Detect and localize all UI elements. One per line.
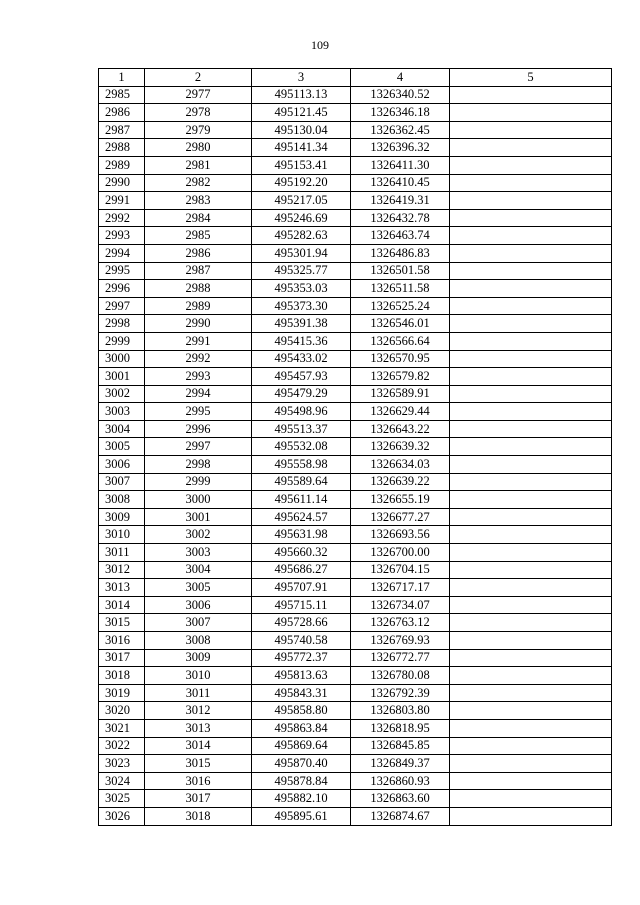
table-cell-col-5 xyxy=(450,456,612,474)
table-row xyxy=(99,104,612,122)
table-cell-col-5 xyxy=(450,561,612,579)
table-cell-col-4: 1326566.64 xyxy=(351,332,450,350)
table-cell-col-3: 495130.04 xyxy=(252,121,351,139)
table-cell-col-4: 1326860.93 xyxy=(351,772,450,790)
table-cell-col-2: 3001 xyxy=(145,508,252,526)
table-cell-col-3: 495141.34 xyxy=(252,139,351,157)
table-cell-col-4: 1326340.52 xyxy=(351,86,450,104)
table-cell-col-3: 495813.63 xyxy=(252,667,351,685)
table-cell-col-1: 3000 xyxy=(99,350,145,368)
table-cell-col-2: 2985 xyxy=(145,227,252,245)
table-cell-col-1: 3017 xyxy=(99,649,145,667)
table-cell-col-5 xyxy=(450,544,612,562)
table-cell-col-5 xyxy=(450,121,612,139)
table-cell-col-2: 3005 xyxy=(145,579,252,597)
table-cell-col-4: 1326845.85 xyxy=(351,737,450,755)
table-row xyxy=(99,227,612,245)
table-row xyxy=(99,473,612,491)
table-cell-col-1: 3013 xyxy=(99,579,145,597)
table-cell-col-2: 2998 xyxy=(145,456,252,474)
table-cell-col-5 xyxy=(450,807,612,825)
table-row xyxy=(99,755,612,773)
header-cell: 4 xyxy=(351,69,450,87)
table-cell-col-4: 1326643.22 xyxy=(351,420,450,438)
table-cell-col-5 xyxy=(450,596,612,614)
table-cell-col-4: 1326863.60 xyxy=(351,790,450,808)
table-cell-col-3: 495479.29 xyxy=(252,385,351,403)
table-cell-col-5 xyxy=(450,790,612,808)
table-cell-col-4: 1326546.01 xyxy=(351,315,450,333)
table-cell-col-2: 2994 xyxy=(145,385,252,403)
table-cell-col-4: 1326362.45 xyxy=(351,121,450,139)
table-cell-col-2: 2991 xyxy=(145,332,252,350)
table-row xyxy=(99,632,612,650)
table-cell-col-5 xyxy=(450,508,612,526)
table-row xyxy=(99,350,612,368)
table-cell-col-1: 2996 xyxy=(99,280,145,298)
table-cell-col-4: 1326734.07 xyxy=(351,596,450,614)
table-cell-col-4: 1326849.37 xyxy=(351,755,450,773)
table-cell-col-2: 3014 xyxy=(145,737,252,755)
table-row xyxy=(99,86,612,104)
table-cell-col-3: 495558.98 xyxy=(252,456,351,474)
table-cell-col-2: 2989 xyxy=(145,297,252,315)
table-cell-col-2: 2980 xyxy=(145,139,252,157)
table-cell-col-4: 1326763.12 xyxy=(351,614,450,632)
table-cell-col-1: 3021 xyxy=(99,719,145,737)
table-cell-col-3: 495282.63 xyxy=(252,227,351,245)
table-cell-col-3: 495325.77 xyxy=(252,262,351,280)
table-row xyxy=(99,192,612,210)
table-cell-col-1: 3020 xyxy=(99,702,145,720)
table-cell-col-4: 1326570.95 xyxy=(351,350,450,368)
table-cell-col-3: 495217.05 xyxy=(252,192,351,210)
table-cell-col-1: 3002 xyxy=(99,385,145,403)
table-cell-col-5 xyxy=(450,262,612,280)
table-row xyxy=(99,790,612,808)
table-cell-col-2: 2981 xyxy=(145,156,252,174)
table-cell-col-5 xyxy=(450,156,612,174)
table-cell-col-3: 495878.84 xyxy=(252,772,351,790)
table-cell-col-1: 3023 xyxy=(99,755,145,773)
table-cell-col-2: 3018 xyxy=(145,807,252,825)
table-row xyxy=(99,807,612,825)
table-cell-col-2: 2986 xyxy=(145,244,252,262)
table-cell-col-5 xyxy=(450,649,612,667)
table-row xyxy=(99,561,612,579)
table-cell-col-5 xyxy=(450,632,612,650)
table-cell-col-4: 1326463.74 xyxy=(351,227,450,245)
table-cell-col-1: 2990 xyxy=(99,174,145,192)
header-row xyxy=(99,69,612,87)
table-cell-col-1: 3015 xyxy=(99,614,145,632)
table-cell-col-2: 2999 xyxy=(145,473,252,491)
table-cell-col-2: 2997 xyxy=(145,438,252,456)
table-cell-col-5 xyxy=(450,737,612,755)
table-cell-col-1: 3019 xyxy=(99,684,145,702)
table-cell-col-3: 495301.94 xyxy=(252,244,351,262)
table-cell-col-4: 1326818.95 xyxy=(351,719,450,737)
table-cell-col-3: 495246.69 xyxy=(252,209,351,227)
table-cell-col-1: 3025 xyxy=(99,790,145,808)
table-cell-col-3: 495858.80 xyxy=(252,702,351,720)
table-cell-col-1: 3011 xyxy=(99,544,145,562)
table-cell-col-5 xyxy=(450,667,612,685)
table-cell-col-5 xyxy=(450,315,612,333)
table-row xyxy=(99,244,612,262)
table-cell-col-3: 495631.98 xyxy=(252,526,351,544)
table-cell-col-4: 1326579.82 xyxy=(351,368,450,386)
table-row xyxy=(99,456,612,474)
header-cell: 2 xyxy=(145,69,252,87)
table-cell-col-1: 3010 xyxy=(99,526,145,544)
table-cell-col-4: 1326769.93 xyxy=(351,632,450,650)
table-row xyxy=(99,385,612,403)
table-cell-col-1: 2985 xyxy=(99,86,145,104)
table-cell-col-3: 495895.61 xyxy=(252,807,351,825)
table-cell-col-1: 3004 xyxy=(99,420,145,438)
table-body xyxy=(99,86,612,825)
table-cell-col-2: 2984 xyxy=(145,209,252,227)
table-cell-col-4: 1326717.17 xyxy=(351,579,450,597)
table-cell-col-2: 3010 xyxy=(145,667,252,685)
table-cell-col-1: 3014 xyxy=(99,596,145,614)
table-cell-col-5 xyxy=(450,227,612,245)
table-row xyxy=(99,332,612,350)
table-cell-col-3: 495153.41 xyxy=(252,156,351,174)
table-cell-col-2: 2979 xyxy=(145,121,252,139)
table-cell-col-4: 1326411.30 xyxy=(351,156,450,174)
table-cell-col-1: 3026 xyxy=(99,807,145,825)
table-cell-col-4: 1326396.32 xyxy=(351,139,450,157)
table-cell-col-4: 1326410.45 xyxy=(351,174,450,192)
table-row xyxy=(99,262,612,280)
table-row xyxy=(99,667,612,685)
table-cell-col-3: 495353.03 xyxy=(252,280,351,298)
table-cell-col-2: 3013 xyxy=(145,719,252,737)
table-cell-col-5 xyxy=(450,174,612,192)
table-cell-col-1: 2991 xyxy=(99,192,145,210)
table-cell-col-1: 3009 xyxy=(99,508,145,526)
table-row xyxy=(99,491,612,509)
table-row xyxy=(99,174,612,192)
table-cell-col-4: 1326511.58 xyxy=(351,280,450,298)
table-row xyxy=(99,297,612,315)
table-cell-col-2: 3011 xyxy=(145,684,252,702)
table-cell-col-5 xyxy=(450,702,612,720)
table-cell-col-1: 3003 xyxy=(99,403,145,421)
table-cell-col-2: 3008 xyxy=(145,632,252,650)
table-cell-col-4: 1326486.83 xyxy=(351,244,450,262)
table-cell-col-2: 2987 xyxy=(145,262,252,280)
table-cell-col-3: 495869.64 xyxy=(252,737,351,755)
header-cell: 3 xyxy=(252,69,351,87)
table-cell-col-1: 3008 xyxy=(99,491,145,509)
table-row xyxy=(99,719,612,737)
table-cell-col-4: 1326639.32 xyxy=(351,438,450,456)
table-cell-col-4: 1326432.78 xyxy=(351,209,450,227)
table-cell-col-3: 495843.31 xyxy=(252,684,351,702)
table-cell-col-1: 3001 xyxy=(99,368,145,386)
table-cell-col-3: 495391.38 xyxy=(252,315,351,333)
table-cell-col-1: 2995 xyxy=(99,262,145,280)
table-cell-col-3: 495373.30 xyxy=(252,297,351,315)
coordinates-table xyxy=(98,68,612,826)
table-cell-col-1: 2997 xyxy=(99,297,145,315)
table-cell-col-1: 2993 xyxy=(99,227,145,245)
table-row xyxy=(99,596,612,614)
table-cell-col-2: 2992 xyxy=(145,350,252,368)
table-cell-col-1: 2987 xyxy=(99,121,145,139)
table-cell-col-5 xyxy=(450,192,612,210)
table-cell-col-3: 495498.96 xyxy=(252,403,351,421)
table-cell-col-5 xyxy=(450,473,612,491)
table-row xyxy=(99,684,612,702)
table-cell-col-4: 1326780.08 xyxy=(351,667,450,685)
table-cell-col-3: 495728.66 xyxy=(252,614,351,632)
table-cell-col-1: 2994 xyxy=(99,244,145,262)
table-cell-col-5 xyxy=(450,491,612,509)
table-cell-col-2: 2995 xyxy=(145,403,252,421)
table-cell-col-4: 1326874.67 xyxy=(351,807,450,825)
table-cell-col-3: 495740.58 xyxy=(252,632,351,650)
table-cell-col-3: 495415.36 xyxy=(252,332,351,350)
table-header xyxy=(99,69,612,87)
table-cell-col-3: 495121.45 xyxy=(252,104,351,122)
table-cell-col-5 xyxy=(450,772,612,790)
table-cell-col-2: 3009 xyxy=(145,649,252,667)
table-cell-col-5 xyxy=(450,350,612,368)
table-cell-col-4: 1326346.18 xyxy=(351,104,450,122)
table-cell-col-5 xyxy=(450,244,612,262)
table-cell-col-1: 3022 xyxy=(99,737,145,755)
table-cell-col-5 xyxy=(450,420,612,438)
table-cell-col-5 xyxy=(450,332,612,350)
table-cell-col-5 xyxy=(450,403,612,421)
table-cell-col-4: 1326419.31 xyxy=(351,192,450,210)
table-cell-col-2: 2977 xyxy=(145,86,252,104)
table-row xyxy=(99,121,612,139)
table-cell-col-1: 3024 xyxy=(99,772,145,790)
table-cell-col-5 xyxy=(450,684,612,702)
table-cell-col-5 xyxy=(450,104,612,122)
table-row xyxy=(99,649,612,667)
table-cell-col-3: 495433.02 xyxy=(252,350,351,368)
table-cell-col-5 xyxy=(450,139,612,157)
table-cell-col-5 xyxy=(450,719,612,737)
table-cell-col-2: 3012 xyxy=(145,702,252,720)
table-row xyxy=(99,614,612,632)
table-cell-col-5 xyxy=(450,385,612,403)
table-cell-col-3: 495715.11 xyxy=(252,596,351,614)
table-cell-col-2: 3000 xyxy=(145,491,252,509)
table-cell-col-2: 2993 xyxy=(145,368,252,386)
table-cell-col-2: 2983 xyxy=(145,192,252,210)
table-cell-col-1: 2988 xyxy=(99,139,145,157)
page-number: 109 xyxy=(311,38,329,52)
table-cell-col-1: 2986 xyxy=(99,104,145,122)
table-cell-col-2: 3016 xyxy=(145,772,252,790)
table-cell-col-2: 2988 xyxy=(145,280,252,298)
table-cell-col-2: 2982 xyxy=(145,174,252,192)
table-cell-col-5 xyxy=(450,209,612,227)
table-cell-col-4: 1326589.91 xyxy=(351,385,450,403)
table-cell-col-2: 3002 xyxy=(145,526,252,544)
table-cell-col-5 xyxy=(450,368,612,386)
table-cell-col-4: 1326772.77 xyxy=(351,649,450,667)
table-cell-col-1: 2992 xyxy=(99,209,145,227)
table-cell-col-1: 2998 xyxy=(99,315,145,333)
table-cell-col-5 xyxy=(450,526,612,544)
table-cell-col-1: 3016 xyxy=(99,632,145,650)
table-cell-col-3: 495870.40 xyxy=(252,755,351,773)
table-cell-col-1: 2999 xyxy=(99,332,145,350)
table-cell-col-3: 495686.27 xyxy=(252,561,351,579)
table-row xyxy=(99,438,612,456)
table-cell-col-3: 495611.14 xyxy=(252,491,351,509)
header-cell: 1 xyxy=(99,69,145,87)
table-row xyxy=(99,544,612,562)
table-cell-col-1: 2989 xyxy=(99,156,145,174)
table-cell-col-3: 495513.37 xyxy=(252,420,351,438)
table-cell-col-3: 495882.10 xyxy=(252,790,351,808)
table-cell-col-4: 1326693.56 xyxy=(351,526,450,544)
table-cell-col-4: 1326677.27 xyxy=(351,508,450,526)
table-cell-col-2: 3004 xyxy=(145,561,252,579)
table-cell-col-3: 495707.91 xyxy=(252,579,351,597)
table-cell-col-4: 1326792.39 xyxy=(351,684,450,702)
table-cell-col-2: 3015 xyxy=(145,755,252,773)
table-cell-col-3: 495772.37 xyxy=(252,649,351,667)
table-cell-col-4: 1326525.24 xyxy=(351,297,450,315)
table-cell-col-5 xyxy=(450,438,612,456)
table-cell-col-1: 3012 xyxy=(99,561,145,579)
table-cell-col-4: 1326704.15 xyxy=(351,561,450,579)
table-row xyxy=(99,508,612,526)
table-cell-col-1: 3005 xyxy=(99,438,145,456)
table-row xyxy=(99,737,612,755)
table-cell-col-1: 3006 xyxy=(99,456,145,474)
table-cell-col-3: 495113.13 xyxy=(252,86,351,104)
table-cell-col-2: 3017 xyxy=(145,790,252,808)
header-cell: 5 xyxy=(450,69,612,87)
table-cell-col-5 xyxy=(450,297,612,315)
table-row xyxy=(99,772,612,790)
table-cell-col-3: 495589.64 xyxy=(252,473,351,491)
table-cell-col-2: 3006 xyxy=(145,596,252,614)
table-cell-col-4: 1326803.80 xyxy=(351,702,450,720)
table-cell-col-4: 1326655.19 xyxy=(351,491,450,509)
table-cell-col-3: 495660.32 xyxy=(252,544,351,562)
table-cell-col-2: 2990 xyxy=(145,315,252,333)
table-row xyxy=(99,139,612,157)
table-row xyxy=(99,579,612,597)
table-cell-col-5 xyxy=(450,755,612,773)
table-row xyxy=(99,403,612,421)
table-cell-col-3: 495863.84 xyxy=(252,719,351,737)
table-cell-col-5 xyxy=(450,280,612,298)
table-row xyxy=(99,280,612,298)
table-row xyxy=(99,156,612,174)
table-row xyxy=(99,702,612,720)
table-cell-col-4: 1326501.58 xyxy=(351,262,450,280)
table-cell-col-1: 3018 xyxy=(99,667,145,685)
table-cell-col-4: 1326634.03 xyxy=(351,456,450,474)
table-cell-col-1: 3007 xyxy=(99,473,145,491)
table-row xyxy=(99,368,612,386)
table-cell-col-3: 495192.20 xyxy=(252,174,351,192)
table-cell-col-5 xyxy=(450,614,612,632)
table-cell-col-3: 495457.93 xyxy=(252,368,351,386)
table-cell-col-4: 1326629.44 xyxy=(351,403,450,421)
table-cell-col-3: 495532.08 xyxy=(252,438,351,456)
table-cell-col-4: 1326700.00 xyxy=(351,544,450,562)
table-cell-col-2: 2978 xyxy=(145,104,252,122)
table-cell-col-4: 1326639.22 xyxy=(351,473,450,491)
table-row xyxy=(99,209,612,227)
table-cell-col-5 xyxy=(450,579,612,597)
table-cell-col-2: 2996 xyxy=(145,420,252,438)
table-cell-col-3: 495624.57 xyxy=(252,508,351,526)
table-cell-col-2: 3003 xyxy=(145,544,252,562)
table-row xyxy=(99,526,612,544)
table-cell-col-5 xyxy=(450,86,612,104)
table-row xyxy=(99,315,612,333)
table-row xyxy=(99,420,612,438)
table-cell-col-2: 3007 xyxy=(145,614,252,632)
